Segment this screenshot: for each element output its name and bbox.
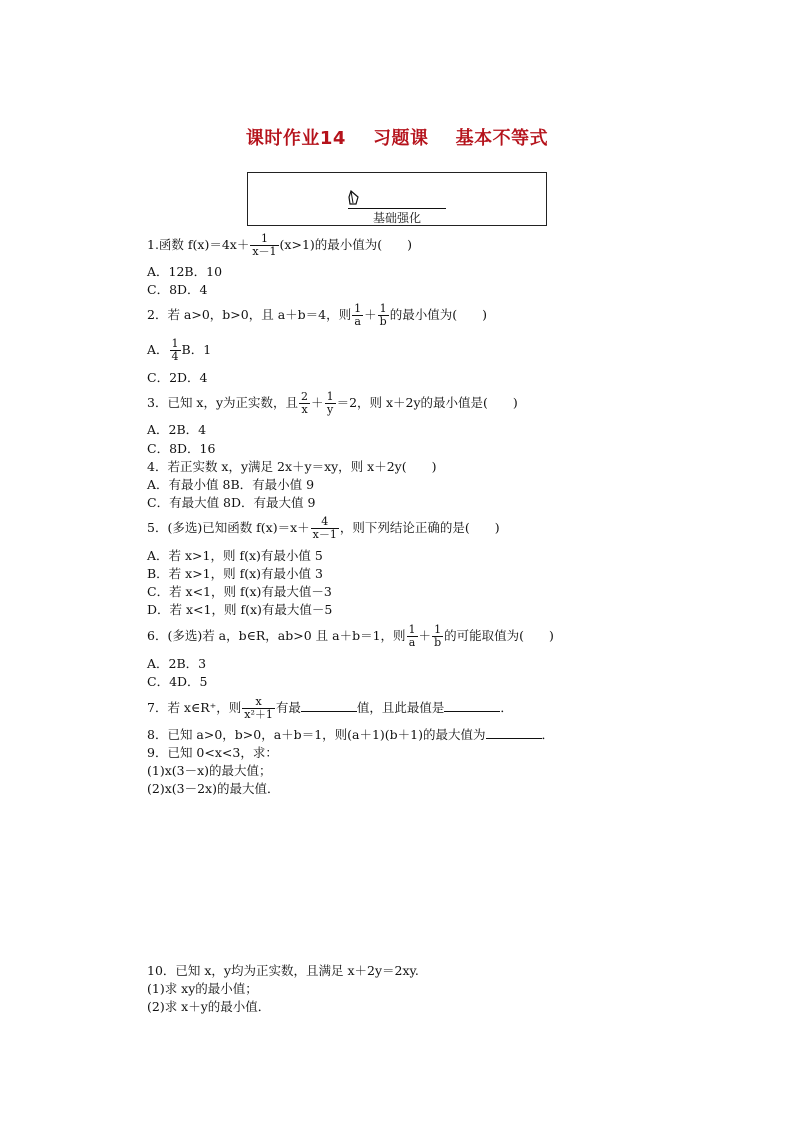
question-5: 5．(多选)已知函数 f(x)＝x＋ $\frac{4}{x-1}$ ，则下列结论正确的是( ) bbox=[147, 515, 500, 541]
answer-blank bbox=[486, 728, 542, 739]
question-5-option-c: C．若 x<1，则 f(x)有最大值－3 bbox=[147, 584, 332, 599]
fraction: $\frac{4}{x-1}$ bbox=[312, 515, 337, 541]
question-10-part-1: (1)求 xy的最小值； bbox=[147, 981, 258, 996]
section-label: 基础强化 bbox=[372, 211, 421, 225]
fraction: $\frac{1}{4}$ bbox=[171, 337, 179, 363]
question-10-part-2: (2)求 x＋y的最小值． bbox=[147, 999, 271, 1014]
fraction: $\frac{2}{x}$ bbox=[301, 390, 309, 416]
fraction: $\frac{x}{\text{x²＋1}}$ bbox=[244, 695, 273, 721]
question-5-option-d: D．若 x<1，则 f(x)有最大值－5 bbox=[147, 602, 333, 617]
question-3: 3．已知 x，y为正实数，且 $\frac{2}{x}$ ＋ $\frac{1}{y}$ ＝2，则 x＋2y的最小值是( ) bbox=[147, 390, 518, 416]
fraction: $\frac{1}{a}$ bbox=[354, 302, 362, 328]
question-8: 8．已知 a>0，b>0，a＋b＝1，则(a＋1)(b＋1)的最大值为 ． bbox=[147, 727, 555, 742]
question-3-options-ab: A．2B．4 bbox=[147, 422, 207, 437]
question-4-options-ab: A．有最小值 8B．有最小值 9 bbox=[147, 477, 315, 492]
title-part-1: 课时作业14 bbox=[245, 128, 346, 149]
question-6-options-cd: C．4D．5 bbox=[147, 674, 208, 689]
question-9-part-2: (2)x(3－2x)的最大值． bbox=[147, 781, 280, 796]
question-3-options-cd: C．8D．16 bbox=[147, 441, 216, 456]
title-part-2: 习题课 bbox=[373, 128, 429, 149]
fraction: $\frac{1}{x-1}$ bbox=[252, 232, 277, 258]
question-2: 2．若 a>0，b>0，且 a＋b＝4，则 $\frac{1}{a}$ ＋ $\frac{1}{b}$ 的最小值为( ) bbox=[147, 302, 487, 328]
fraction: $\frac{1}{a}$ bbox=[408, 623, 416, 649]
question-9: 9．已知 0<x<3，求： bbox=[147, 745, 278, 760]
fraction: $\frac{1}{y}$ bbox=[326, 390, 334, 416]
question-1-options-cd: C．8D．4 bbox=[147, 282, 208, 297]
section-header-box bbox=[247, 172, 547, 226]
title-part-3: 基本不等式 bbox=[455, 128, 549, 149]
pen-icon bbox=[348, 189, 362, 207]
question-6-options-ab: A．2B．3 bbox=[147, 656, 207, 671]
answer-blank bbox=[301, 701, 357, 712]
question-7: 7．若 x∈R⁺，则 $\frac{x}{\text{x²＋1}}$ 有最 值，且此最值是 ． bbox=[147, 695, 513, 721]
fraction: $\frac{1}{b}$ bbox=[434, 623, 442, 649]
question-5-option-a: A．若 x>1，则 f(x)有最小值 5 bbox=[147, 548, 323, 563]
answer-blank bbox=[444, 701, 500, 712]
question-9-part-1: (1)x(3－x)的最大值； bbox=[147, 763, 272, 778]
question-1-options-ab: A．12B．10 bbox=[147, 264, 223, 279]
fraction: $\frac{1}{b}$ bbox=[379, 302, 387, 328]
question-5-option-b: B．若 x>1，则 f(x)有最小值 3 bbox=[147, 566, 323, 581]
question-2-options-cd: C．2D．4 bbox=[147, 370, 208, 385]
question-4: 4．若正实数 x，y满足 2x＋y＝xy，则 x＋2y( ) bbox=[147, 459, 437, 474]
question-4-options-cd: C．有最大值 8D．有最大值 9 bbox=[147, 495, 316, 510]
page-title bbox=[0, 124, 794, 150]
question-10: 10．已知 x，y均为正实数，且满足 x＋2y＝2xy. bbox=[147, 963, 419, 978]
question-1: 1.函数 f(x)＝4x＋ $\frac{1}{x-1}$ (x>1)的最小值为( ) bbox=[147, 232, 413, 258]
question-2-options-ab: A． $\frac{1}{4}$ B．1 bbox=[147, 337, 212, 363]
question-6: 6．(多选)若 a，b∈R，ab>0 且 a＋b＝1，则 $\frac{1}{a}$ ＋ $\frac{1}{b}$ 的可能取值为( ) bbox=[147, 623, 554, 649]
